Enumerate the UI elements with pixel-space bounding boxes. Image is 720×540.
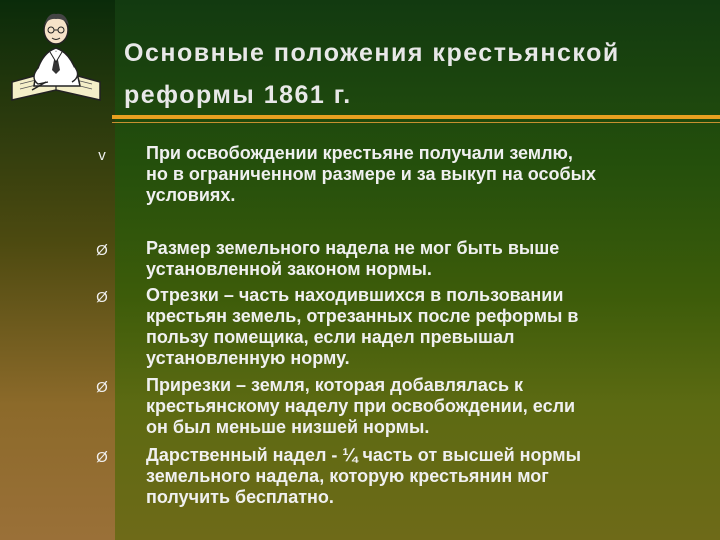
title-underline <box>112 115 720 119</box>
list-item-text: Прирезки – земля, которая добавлялась к крестьянскому наделу при освобождении, если он был меньше низшей нормы. <box>146 375 576 437</box>
arrow-bullet-icon: Ø <box>96 379 108 396</box>
scholar-writing-icon <box>8 4 108 112</box>
list-item-text: Размер земельного надела не мог быть выше установленной законом нормы. <box>146 238 560 279</box>
list-item-text: Отрезки – часть находившихся в пользовании крестьян земель, отрезанных после реформы в пользу помещика, если надел превышал установленную норму. <box>146 285 579 368</box>
slide-title <box>124 32 704 116</box>
arrow-bullet-icon: Ø <box>96 289 108 306</box>
diamond-bullet-icon: v <box>98 147 106 164</box>
title-underline-thin <box>112 122 720 123</box>
title-line-1: Основные положения крестьянской <box>124 39 620 67</box>
arrow-bullet-icon: Ø <box>96 449 108 466</box>
list-item-text: Дарственный надел - ¼ часть от высшей нормы земельного надела, которую крестьянин мог получить бесплатно. <box>146 445 581 507</box>
title-line-2: реформы 1861 г. <box>124 81 352 109</box>
arrow-bullet-icon: Ø <box>96 242 108 259</box>
list-item-text: При освобождении крестьяне получали землю, но в ограниченном размере и за выкуп на особых условиях. <box>146 143 596 205</box>
